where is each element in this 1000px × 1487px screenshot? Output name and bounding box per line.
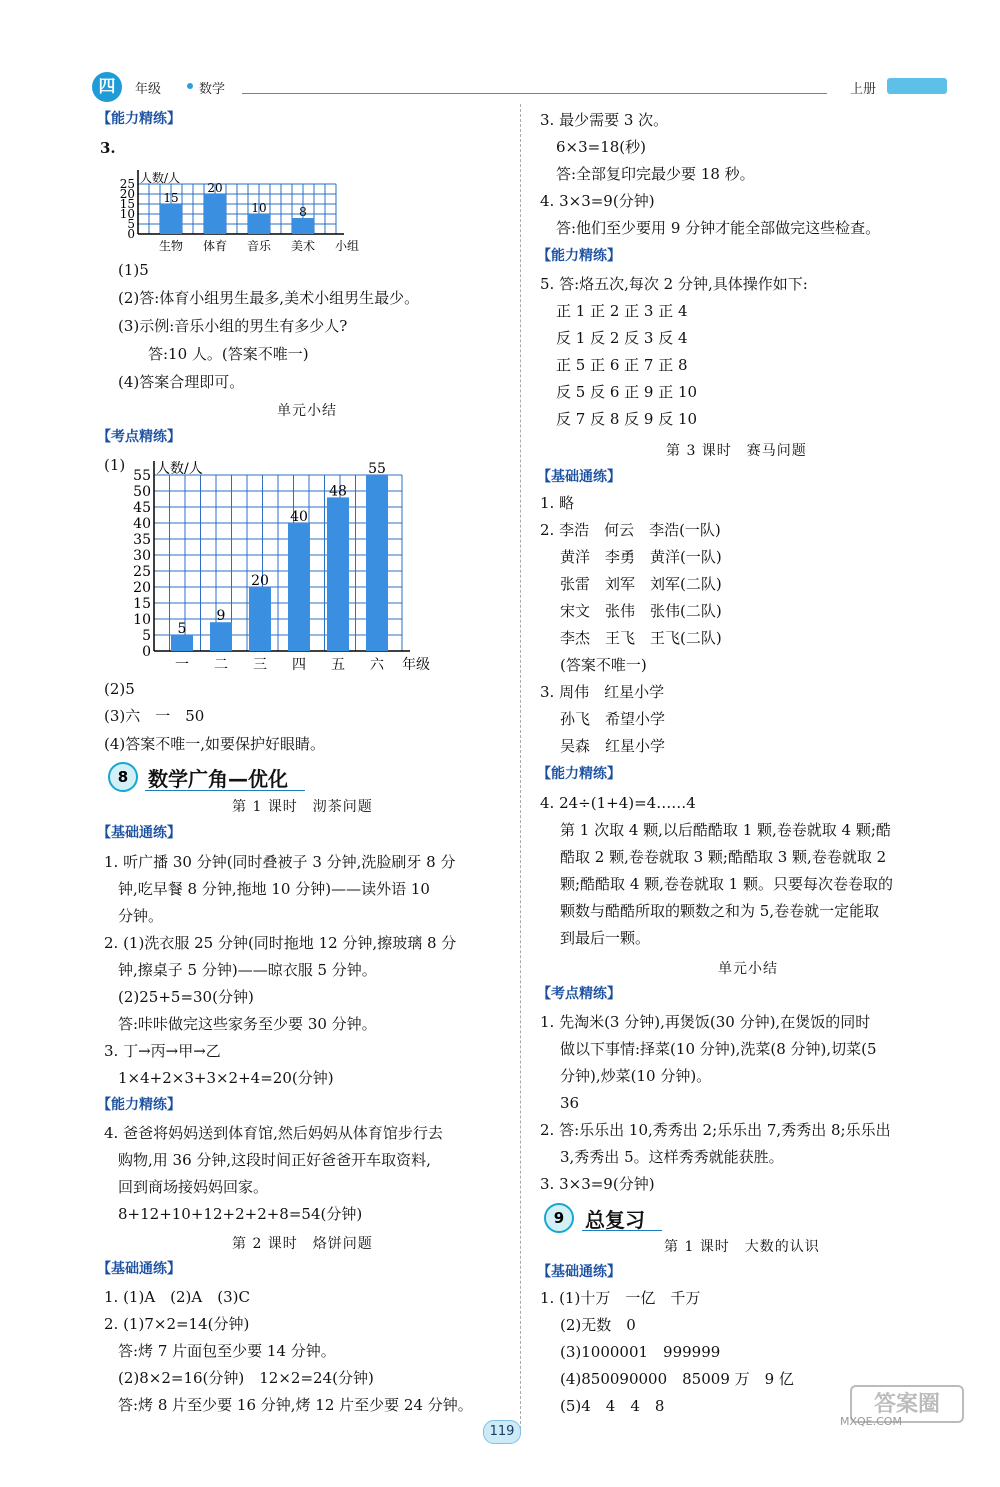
bar: [327, 497, 349, 651]
bar: [366, 475, 388, 651]
bar-value-label: 5: [177, 621, 187, 637]
answer-line: 4. 24÷(1+4)=4……4: [540, 794, 696, 812]
answer-line: 3. 周伟 红星小学: [540, 683, 665, 701]
question-number: 3.: [100, 139, 116, 157]
bar-value-label: 15: [163, 191, 179, 205]
answer-line: 3,秀秀出 5。这样秀秀就能获胜。: [560, 1148, 784, 1166]
y-tick-label: 10: [133, 611, 151, 628]
bar-value-label: 55: [368, 461, 386, 477]
x-tick-label: 音乐: [246, 239, 272, 253]
section-tag: 【基础通练】: [537, 469, 621, 485]
x-tick-label: 生物: [158, 239, 184, 253]
answer-line: 颗;酷酷取 4 颗,卷卷就取 1 颗。只要每次卷卷取的: [560, 875, 893, 893]
grade-badge: 四: [92, 72, 122, 102]
answer-line: 1×4+2×3+3×2+4=20(分钟): [118, 1069, 334, 1087]
answer-line: 答:10 人。(答案不唯一): [148, 345, 309, 363]
answer-line: 购物,用 36 分钟,这段时间正好爸爸开车取资料,: [118, 1151, 431, 1169]
answer-line: (4)答案不唯一,如要保护好眼睛。: [104, 735, 326, 753]
watermark-text: MXQE.COM: [840, 1415, 902, 1428]
y-tick-label: 0: [142, 643, 151, 660]
answer-line: 1. (1)A (2)A (3)C: [104, 1288, 250, 1306]
bar: [160, 204, 182, 234]
x-tick-label: 六: [370, 657, 384, 673]
bar-value-label: 10: [251, 201, 267, 215]
section-tag: 【能力精练】: [97, 111, 181, 127]
page-number: 119: [483, 1420, 521, 1444]
unit-summary-heading: 单元小结: [277, 403, 337, 419]
bar-chart-large: [120, 455, 440, 675]
y-tick-label: 40: [133, 515, 151, 532]
x-tick-label: 三: [253, 657, 267, 673]
answer-line: 4. 爸爸将妈妈送到体育馆,然后妈妈从体育馆步行去: [104, 1124, 443, 1142]
answer-line: (2)5: [104, 680, 135, 698]
header-dot: [187, 83, 193, 89]
answer-line: (3)六 一 50: [104, 707, 205, 725]
answer-line: (2)8×2=16(分钟) 12×2=24(分钟): [118, 1369, 374, 1387]
lesson-heading: 第 2 课时 烙饼问题: [232, 1236, 373, 1252]
section-number-badge: 8: [108, 762, 138, 792]
grade-label: 年级: [135, 82, 162, 97]
y-tick-label: 30: [133, 547, 151, 564]
section-title: 总复习: [585, 1208, 645, 1232]
answer-line: 李杰 王飞 王飞(二队): [560, 629, 722, 647]
y-tick-label: 10: [119, 207, 135, 222]
answer-line: 答:咔咔做完这些家务至少要 30 分钟。: [118, 1015, 377, 1033]
answer-line: 钟,吃早餐 8 分钟,拖地 10 分钟)——读外语 10: [118, 880, 430, 898]
answer-line: 1. (1)十万 一亿 千万: [540, 1289, 701, 1307]
section-tag: 【基础通练】: [97, 825, 181, 841]
y-tick-label: 5: [142, 627, 151, 644]
answer-line: 反 7 反 8 反 9 反 10: [556, 410, 698, 428]
bar: [210, 622, 232, 651]
answer-line: 答:他们至少要用 9 分钟才能全部做完这些检查。: [556, 219, 881, 237]
answer-line: 酷取 2 颗,卷卷就取 3 颗;酷酷取 3 颗,卷卷就取 2: [560, 848, 887, 866]
lesson-heading: 第 3 课时 赛马问题: [666, 443, 807, 459]
answer-line: (4)答案合理即可。: [118, 373, 245, 391]
answer-line: 钟,擦桌子 5 分钟)——晾衣服 5 分钟。: [118, 961, 377, 979]
answer-line: 答:烤 8 片至少要 16 分钟,烤 12 片至少要 24 分钟。: [118, 1396, 473, 1414]
answer-line: 答:烤 7 片面包至少要 14 分钟。: [118, 1342, 336, 1360]
y-tick-label: 20: [133, 579, 151, 596]
answer-line: 回到商场接妈妈回家。: [118, 1178, 269, 1196]
lesson-heading: 第 1 课时 大数的认识: [664, 1239, 820, 1255]
bar: [249, 587, 271, 651]
bar: [248, 214, 270, 234]
answer-line: (3)1000001 999999: [560, 1343, 721, 1361]
y-tick-label: 35: [133, 531, 151, 548]
answer-line: (3)示例:音乐小组的男生有多少人?: [118, 317, 348, 335]
answer-line: 1. 先淘米(3 分钟),再煲饭(30 分钟),在煲饭的同时: [540, 1013, 871, 1031]
header-rule: [242, 93, 827, 94]
answer-line: 张雷 刘军 刘军(二队): [560, 575, 722, 593]
answer-line: 做以下事情:择菜(10 分钟),洗菜(8 分钟),切菜(5: [560, 1040, 877, 1058]
section-tag: 【考点精练】: [537, 986, 621, 1002]
answer-line: 颗数与酷酷所取的颗数之和为 5,卷卷就一定能取: [560, 902, 880, 920]
y-tick-label: 50: [133, 483, 151, 500]
answer-line: (答案不唯一): [560, 656, 647, 674]
answer-line: 5. 答:烙五次,每次 2 分钟,具体操作如下:: [540, 275, 808, 293]
answer-line: 2. 答:乐乐出 10,秀秀出 2;乐乐出 7,秀秀出 8;乐乐出: [540, 1121, 891, 1139]
y-tick-label: 5: [127, 217, 135, 232]
answer-line: 到最后一颗。: [560, 929, 651, 947]
answer-line: (2)25+5=30(分钟): [118, 988, 254, 1006]
bar-value-label: 9: [216, 608, 226, 625]
answer-line: 8+12+10+12+2+2+8=54(分钟): [118, 1205, 363, 1223]
y-tick-label: 15: [119, 197, 135, 212]
answer-line: 2. (1)7×2=14(分钟): [104, 1315, 250, 1333]
answer-line: 正 5 正 6 正 7 正 8: [556, 356, 688, 374]
y-tick-label: 15: [133, 595, 151, 612]
subject-label: 数学: [199, 82, 226, 97]
bar-value-label: 20: [207, 181, 223, 195]
x-tick-label: 一: [175, 657, 189, 673]
volume-label: 上册: [850, 82, 877, 97]
column-divider: [520, 104, 521, 1434]
answer-line: 6×3=18(秒): [556, 138, 647, 156]
answer-line: (1)5: [118, 261, 149, 279]
answer-line: 2. (1)洗衣服 25 分钟(同时拖地 12 分钟,擦玻璃 8 分: [104, 934, 457, 952]
bar: [204, 194, 226, 234]
bar-value-label: 40: [290, 509, 308, 525]
answer-line: 1. 略: [540, 494, 575, 512]
y-axis-label: 人数/人: [156, 461, 203, 477]
section-number-badge: 9: [544, 1203, 574, 1233]
x-tick-label: 美术: [290, 239, 316, 253]
answer-line: 答:全部复印完最少要 18 秒。: [556, 165, 755, 183]
answer-line: 分钟),炒菜(10 分钟)。: [560, 1067, 712, 1085]
answer-line: (1): [104, 456, 126, 474]
x-tick-label: 二: [214, 657, 228, 673]
answer-line: (2)答:体育小组男生最多,美术小组男生最少。: [118, 289, 420, 307]
x-axis-label: 小组: [334, 239, 360, 253]
y-tick-label: 25: [119, 177, 135, 192]
x-axis-label: 年级: [402, 657, 430, 673]
bar: [288, 523, 310, 651]
y-tick-label: 0: [127, 227, 135, 242]
answer-line: 2. 李浩 何云 李浩(一队): [540, 521, 721, 539]
answer-line: 36: [560, 1094, 580, 1112]
section-tag: 【能力精练】: [537, 766, 621, 782]
section-tag: 【能力精练】: [537, 248, 621, 264]
answer-line: 3. 3×3=9(分钟): [540, 1175, 655, 1193]
section-tag: 【能力精练】: [97, 1097, 181, 1113]
bar: [171, 635, 193, 651]
answer-line: 3. 丁→丙→甲→乙: [104, 1042, 221, 1060]
section-underline: [582, 1230, 662, 1231]
answer-line: 1. 听广播 30 分钟(同时叠被子 3 分钟,洗脸刷牙 8 分: [104, 853, 456, 871]
x-tick-label: 五: [331, 657, 345, 673]
bar: [292, 218, 314, 234]
answer-line: 吴森 红星小学: [560, 737, 666, 755]
y-tick-label: 25: [133, 563, 151, 580]
section-title: 数学广角—优化: [148, 767, 288, 791]
section-tag: 【基础通练】: [537, 1264, 621, 1280]
answer-line: 反 1 反 2 反 3 反 4: [556, 329, 688, 347]
y-tick-label: 20: [119, 187, 135, 202]
section-tag: 【考点精练】: [97, 429, 181, 445]
bar-chart-small: [112, 142, 382, 257]
answer-line: (2)无数 0: [560, 1316, 636, 1334]
answer-line: (4)850090000 85009 万 9 亿: [560, 1370, 794, 1388]
answer-line: 正 1 正 2 正 3 正 4: [556, 302, 688, 320]
answer-line: 黄洋 李勇 黄洋(一队): [560, 548, 722, 566]
answer-line: 3. 最少需要 3 次。: [540, 111, 669, 129]
lesson-heading: 第 1 课时 沏茶问题: [232, 799, 373, 815]
section-tag: 【基础通练】: [97, 1261, 181, 1277]
answer-line: 第 1 次取 4 颗,以后酷酷取 1 颗,卷卷就取 4 颗;酷: [560, 821, 891, 839]
watermark-logo: 答案圈: [850, 1385, 964, 1423]
x-tick-label: 体育: [202, 239, 228, 253]
series-badge: [887, 78, 947, 94]
unit-summary-heading: 单元小结: [718, 961, 778, 977]
answer-line: 4. 3×3=9(分钟): [540, 192, 655, 210]
y-axis-label: 人数/人: [140, 171, 181, 185]
bar-value-label: 20: [251, 573, 269, 589]
answer-line: 孙飞 希望小学: [560, 710, 666, 728]
answer-line: 反 5 反 6 正 9 正 10: [556, 383, 698, 401]
answer-line: (5)4 4 4 8: [560, 1397, 665, 1415]
y-tick-label: 55: [133, 467, 151, 484]
section-underline: [145, 790, 305, 791]
answer-line: 宋文 张伟 张伟(二队): [560, 602, 722, 620]
y-tick-label: 45: [133, 499, 151, 516]
bar-value-label: 48: [329, 483, 347, 500]
x-tick-label: 四: [292, 657, 306, 673]
answer-line: 分钟。: [118, 907, 164, 925]
bar-value-label: 8: [299, 205, 307, 219]
